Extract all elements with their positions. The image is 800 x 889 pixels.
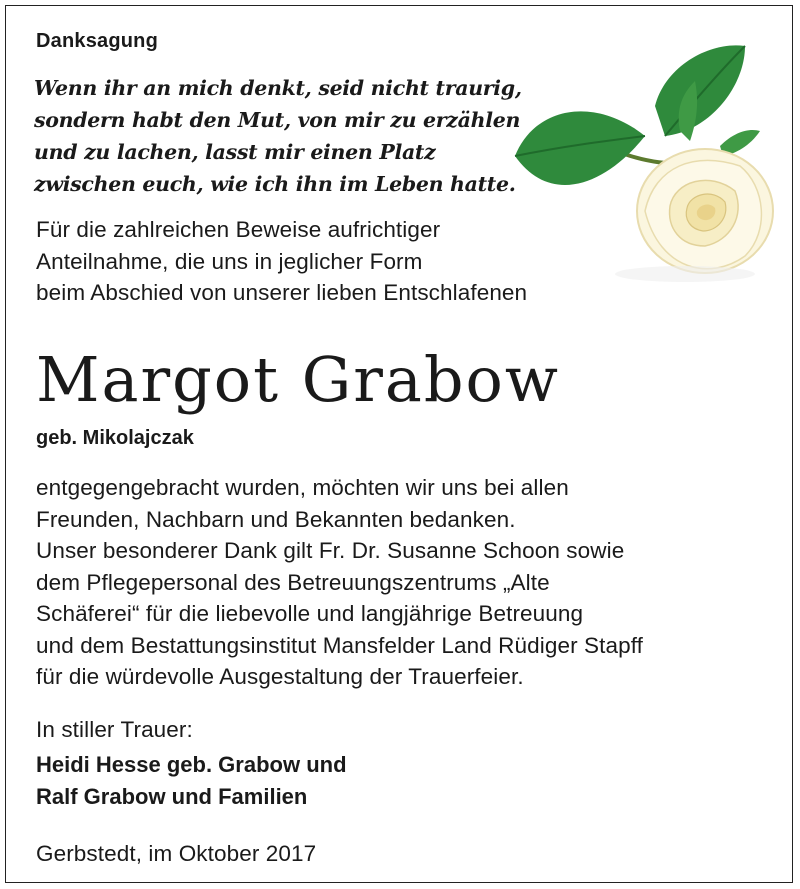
poem-line: Wenn ihr an mich denkt, seid nicht traurig,	[34, 76, 522, 100]
poem-line: und zu lachen, lasst mir einen Platz	[34, 140, 436, 164]
rose-leaf	[515, 111, 645, 185]
mourners-list	[36, 749, 347, 813]
mourner-line: Heidi Hesse geb. Grabow und	[36, 752, 347, 777]
white-rose-image	[495, 36, 775, 286]
place-date: Gerbstedt, im Oktober 2017	[36, 841, 317, 866]
poem-line: zwischen euch, wie ich ihn im Leben hatte.	[34, 172, 516, 196]
thanks-line: für die würdevolle Ausgestaltung der Trauerfeier.	[36, 664, 524, 689]
intro-line: beim Abschied von unserer lieben Entschlafenen	[36, 280, 528, 305]
poem-verse	[34, 72, 522, 200]
thanks-line: dem Pflegepersonal des Betreuungszentrums „Alte	[36, 569, 550, 595]
intro-paragraph	[36, 214, 527, 309]
thanks-line: Schäferei“ für die liebevolle und langjährige Betreuung	[36, 601, 584, 626]
intro-line: Anteilnahme, die uns in jeglicher Form	[36, 248, 423, 274]
mourner-line: Ralf Grabow und Familien	[36, 784, 308, 809]
thanks-line: Freunden, Nachbarn und Bekannten bedanken.	[36, 506, 516, 532]
thanks-line: entgegengebracht wurden, möchten wir uns bei allen	[36, 475, 569, 500]
mourning-label: In stiller Trauer:	[36, 717, 193, 742]
intro-line: Für die zahlreichen Beweise aufrichtiger	[36, 217, 441, 242]
notice-heading: Danksagung	[36, 30, 159, 52]
poem-line: sondern habt den Mut, von mir zu erzählen	[34, 108, 521, 132]
thanks-line: Unser besonderer Dank gilt Fr. Dr. Susanne Schoon sowie	[36, 538, 625, 563]
thanks-line: und dem Bestattungsinstitut Mansfelder Land Rüdiger Stapff	[36, 632, 644, 658]
deceased-name: Margot Grabow	[36, 343, 560, 416]
maiden-name: geb. Mikolajczak	[36, 427, 194, 449]
thanks-paragraph	[36, 472, 643, 693]
